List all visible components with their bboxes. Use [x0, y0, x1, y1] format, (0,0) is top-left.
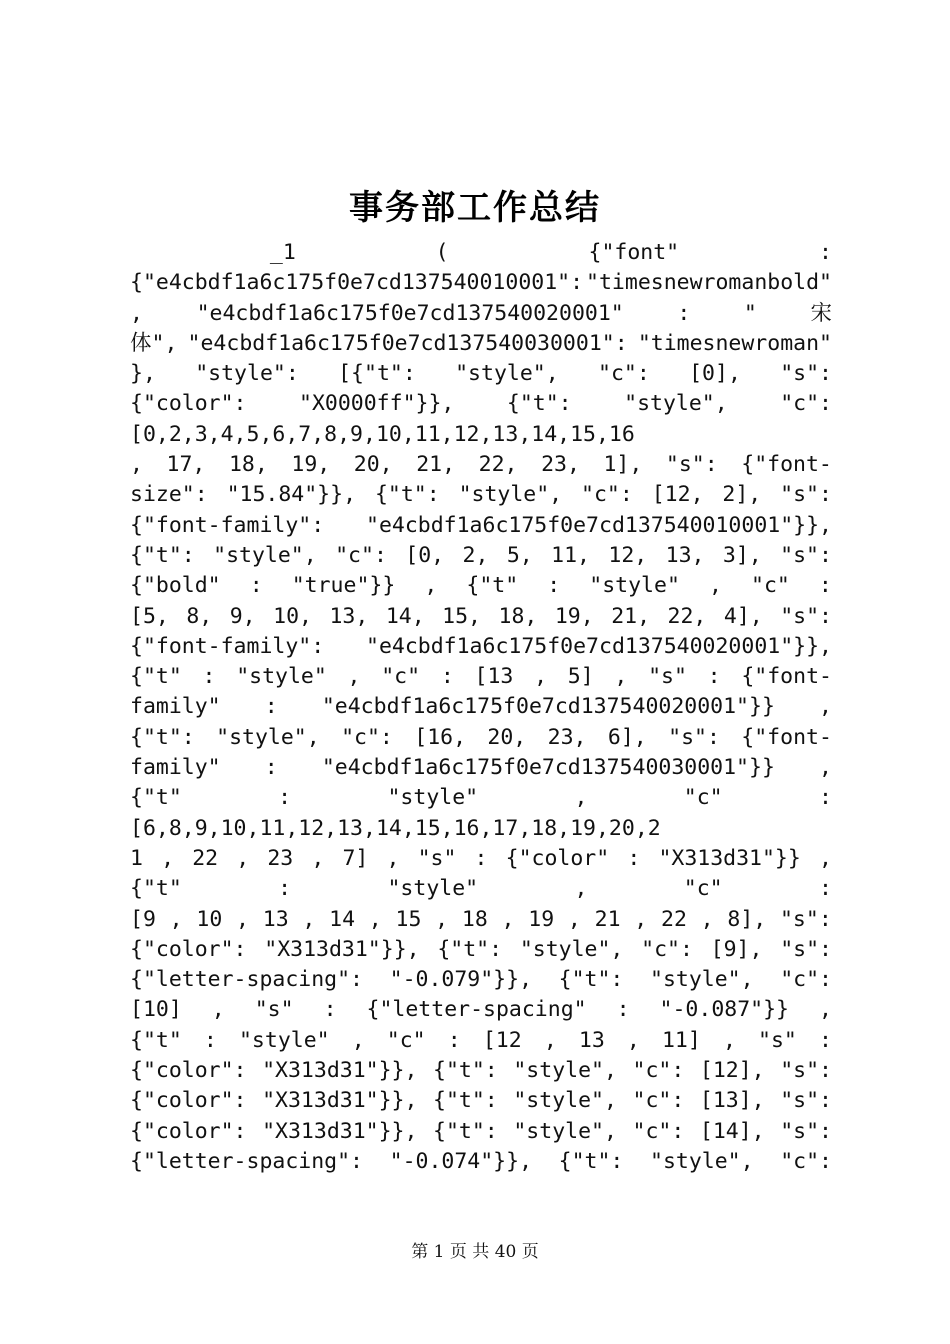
body-line-token: "c" [381, 664, 421, 690]
body-line-token: : [323, 997, 337, 1023]
body-line-token: "style", [458, 482, 563, 508]
body-line [130, 1056, 832, 1086]
body-line [130, 632, 832, 662]
body-line-token: "c": [632, 1058, 685, 1084]
body-line-token: : [707, 664, 721, 690]
body-line-token: 17, [166, 452, 206, 478]
body-line-token: "style", [455, 361, 559, 387]
body-line-token: "true"}} [291, 573, 396, 599]
body-line-token: "e4cbdf1a6c175f0e7cd137540020001"}}, [366, 633, 832, 659]
body-line [130, 753, 832, 783]
body-line-token: : [616, 997, 630, 1023]
body-line [130, 480, 832, 510]
body-line [130, 602, 832, 632]
body-line [130, 662, 832, 692]
body-line-token: "timesnewromanbold" [586, 270, 832, 296]
body-line [130, 420, 832, 450]
body-line-token: 23, [541, 452, 580, 478]
body-line-token: "c": [598, 361, 650, 387]
body-line-token: family" [130, 694, 221, 720]
body-line-token: "s" [648, 664, 687, 690]
body-line-token: {"t": [558, 1148, 624, 1174]
body-line-token: {"font- [741, 452, 832, 478]
body-line-token: "style" [387, 785, 479, 811]
body-line-token: "c": [341, 724, 393, 750]
body-line-token: "style", [650, 967, 754, 993]
body-line-token: 21, [416, 452, 456, 478]
body-line-token: 1], [603, 452, 643, 478]
body-line-token: : [819, 876, 832, 902]
body-line-token: [9], [710, 936, 763, 962]
body-line-token: "e4cbdf1a6c175f0e7cd137540020001"}} [321, 694, 775, 720]
body-line-token: {"bold" [130, 573, 221, 599]
body-line [130, 874, 832, 904]
body-line-token: 22, [478, 452, 518, 478]
body-line-token: : [819, 785, 832, 811]
body-line-token: "X0000ff"}}, [299, 391, 455, 417]
body-line-token: , [819, 997, 832, 1023]
body-line-token: , [386, 845, 400, 871]
body-line-token: "X313d31"}}, [262, 1118, 418, 1144]
body-line-token: {"letter-spacing": [130, 967, 363, 993]
body-line-token: , [819, 694, 832, 720]
body-line-token: , [130, 452, 143, 478]
document-body [130, 238, 832, 1177]
body-line-token: : [819, 1027, 832, 1053]
body-line-token: 5, [506, 542, 533, 568]
page-number-footer: 第 1 页 共 40 页 [411, 1242, 539, 1262]
body-line-token: "style", [213, 542, 317, 568]
body-line-token: "c": [335, 542, 387, 568]
body-line-token: "X313d31"}}, [262, 1088, 418, 1114]
body-line-token: "e4cbdf1a6c175f0e7cd137540030001": [187, 330, 628, 356]
body-line-token: "style" [236, 664, 327, 690]
body-line-token: "e4cbdf1a6c175f0e7cd137540030001"}} [321, 755, 775, 781]
body-line-token: {"font- [741, 724, 832, 750]
body-line [130, 965, 832, 995]
body-line-token: : [202, 664, 216, 690]
body-line-token: : [474, 845, 488, 871]
body-line-token: , [818, 845, 832, 871]
body-line-token: {"letter-spacing": [130, 1148, 363, 1174]
body-line-token: "c": [780, 967, 832, 993]
body-line-token: {"font-family": [130, 633, 325, 659]
body-line-token: "c": [581, 482, 633, 508]
body-line-token: "s": [780, 361, 832, 387]
body-line-token: 5] [567, 664, 594, 690]
body-line-token: "c": [632, 1088, 685, 1114]
body-line [130, 450, 832, 480]
body-line-token: 23, [547, 724, 587, 750]
body-line-token: , [700, 906, 714, 932]
body-line-token: size": [130, 482, 208, 508]
body-line-token: 19 [528, 906, 555, 932]
body-line-token: "s": [780, 1118, 832, 1144]
body-line [130, 329, 832, 359]
body-line-token: 3], [722, 542, 762, 568]
body-line-token: 13 [578, 1027, 605, 1053]
body-line-token: , [722, 1027, 736, 1053]
body-line-token: {"color" [505, 845, 610, 871]
body-line [130, 1147, 832, 1177]
body-line-token: 1 [130, 845, 143, 871]
body-line-token: , [311, 845, 325, 871]
body-line-token: {"t": [506, 391, 572, 417]
body-line-token: 13 [262, 906, 289, 932]
body-line-token: "s": [780, 1058, 832, 1084]
body-line-token: : [819, 240, 832, 265]
body-line [130, 511, 832, 541]
body-line-token: [10] [130, 997, 182, 1023]
body-line-token: "style", [650, 1148, 754, 1174]
body-line-token: 体", [130, 330, 178, 356]
body-line-token: 18, [228, 452, 268, 478]
body-line-token: "-0.079"}}, [389, 967, 533, 993]
body-line [130, 935, 832, 965]
body-line-token: "s" [417, 845, 457, 871]
body-line [130, 541, 832, 571]
body-line-token: 23 [267, 845, 294, 871]
body-line-token: 22 [661, 906, 687, 932]
body-line-token: "style", [216, 724, 320, 750]
body-line-token: 22 [192, 845, 219, 871]
body-line-token: , [435, 906, 449, 932]
body-line-token: , [424, 573, 438, 599]
body-line [130, 844, 832, 874]
body-line-token: {"t": [130, 542, 195, 568]
body-line-token: 14 [329, 906, 356, 932]
body-line-token: "c" [683, 785, 723, 811]
body-line-token: , [347, 664, 361, 690]
body-line-token: 4], [723, 603, 763, 629]
body-line-token: "timesnewroman" [637, 330, 832, 356]
body-line-token: "e4cbdf1a6c175f0e7cd137540020001" [196, 300, 624, 326]
body-line-token: : [278, 876, 292, 902]
body-line [130, 814, 832, 844]
body-line [130, 359, 832, 389]
body-line-token: "X313d31"}}, [264, 936, 420, 962]
body-line-token: {"font- [741, 664, 832, 690]
body-line-token: {"t" [130, 785, 182, 811]
body-line-token: 13, [665, 542, 705, 568]
body-line-token: , [543, 1027, 557, 1053]
body-line-token: , [819, 755, 832, 781]
body-line-token: 18 [461, 906, 488, 932]
body-line-token: "c" [386, 1027, 426, 1053]
body-line-token: 21 [594, 906, 621, 932]
body-line-token: ( [435, 240, 449, 265]
body-line-token: "style", [624, 391, 728, 417]
body-line [130, 783, 832, 813]
body-line-token: _1 [269, 240, 296, 265]
body-line-token: "style", [519, 936, 624, 962]
body-line-token: {"color": [130, 1058, 247, 1084]
body-line-token: [0], [689, 361, 741, 387]
body-line-token: , [161, 845, 175, 871]
body-line-token: , [302, 906, 316, 932]
body-line-token: 10, [273, 603, 312, 629]
body-line-token: "style" [387, 876, 479, 902]
body-line-token: {"font-family": [130, 512, 325, 538]
body-line-token: "15.84"}}, [226, 482, 357, 508]
body-line-token: "style" [238, 1027, 330, 1053]
body-line-token: : [677, 300, 691, 326]
body-line-token: 10 [196, 906, 223, 932]
body-line-token: 11] [661, 1027, 701, 1053]
body-line-token: 20, [353, 452, 393, 478]
body-line-token: "s": [668, 724, 720, 750]
body-line-token: , [614, 664, 628, 690]
body-line-token: 2, [462, 542, 489, 568]
body-line-token: [6,8,9,10,11,12,13,14,15,16,17,18,19,20,2 [130, 815, 661, 841]
body-line-token: , [368, 906, 382, 932]
body-line-token: 宋 [810, 300, 832, 326]
body-line-token: {"t": [433, 1058, 498, 1084]
body-line [130, 723, 832, 753]
body-line-token: [12], [699, 1058, 765, 1084]
body-line-token: : [264, 694, 278, 720]
body-line-token: : [447, 1027, 461, 1053]
body-line-token: "style": [195, 361, 299, 387]
body-line-token: 7] [342, 845, 369, 871]
body-line-token: , [130, 300, 143, 326]
body-line-token: {"color": [130, 1088, 247, 1114]
body-line-token: [0,2,3,4,5,6,7,8,9,10,11,12,13,14,15,16 [130, 421, 635, 447]
body-line-token: family" [130, 755, 221, 781]
body-line-token: "s" [254, 997, 294, 1023]
body-line-token: , [634, 906, 648, 932]
body-line-token: 21, [611, 603, 651, 629]
body-line-token: [0, [405, 542, 445, 568]
body-line-token: 15, [442, 603, 481, 629]
body-line-token: 15 [395, 906, 422, 932]
body-line-token: , [351, 1027, 365, 1053]
body-line-token: , [534, 664, 548, 690]
body-line-token: : [547, 573, 561, 599]
body-line [130, 299, 832, 329]
body-line-token: 20, [487, 724, 527, 750]
body-line-token: {"e4cbdf1a6c175f0e7cd137540010001": [130, 270, 584, 296]
body-line-token: {"t": [130, 724, 195, 750]
body-line-token: " [743, 300, 757, 326]
body-line-token: , [567, 906, 581, 932]
body-line-token: , [169, 906, 183, 932]
body-line [130, 389, 832, 419]
body-line-token: [13 [474, 664, 514, 690]
body-line-token: 13, [329, 603, 369, 629]
body-line-token: 8, [186, 603, 213, 629]
body-line-token: : [249, 573, 263, 599]
body-line-token: "-0.087"}} [659, 997, 789, 1023]
body-line-token: : [627, 845, 641, 871]
body-line-token: "e4cbdf1a6c175f0e7cd137540010001"}}, [366, 512, 832, 538]
body-line [130, 905, 832, 935]
body-line-token: 19, [554, 603, 594, 629]
body-line-token: , [708, 573, 722, 599]
body-line-token: "c" [751, 573, 790, 599]
body-line-token: : [818, 573, 832, 599]
body-line-token: {"t": [374, 482, 440, 508]
body-line-token: 2], [722, 482, 762, 508]
body-line-token: "s": [780, 542, 832, 568]
body-line-token: , [574, 876, 588, 902]
body-line-token: : [278, 785, 292, 811]
body-line-token: [14], [699, 1118, 765, 1144]
body-line-token: , [626, 1027, 640, 1053]
body-line-token: : [264, 755, 278, 781]
body-line-token: {"letter-spacing" [366, 997, 587, 1023]
body-line-token: , [211, 997, 225, 1023]
body-line [130, 268, 832, 298]
body-line-token: {"t": [433, 1118, 498, 1144]
body-line-token: [13], [699, 1088, 765, 1114]
body-line-token: , [501, 906, 515, 932]
body-line-token: [9 [130, 906, 156, 932]
body-line-token: , [236, 845, 250, 871]
body-line [130, 1026, 832, 1056]
body-line [130, 1117, 832, 1147]
body-line-token: "s": [780, 1088, 832, 1114]
body-line-token: {"color": [130, 391, 247, 417]
body-line-token: "style", [513, 1058, 617, 1084]
body-line [130, 1086, 832, 1116]
body-line [130, 238, 832, 268]
body-line [130, 995, 832, 1025]
body-line-token: : [440, 664, 454, 690]
body-line-token: {"t" [130, 664, 182, 690]
body-line-token: 12, [608, 542, 648, 568]
body-line-token: {"t" [130, 1027, 182, 1053]
body-line-token: "c": [780, 391, 832, 417]
body-line-token: "c": [632, 1118, 685, 1144]
body-line-token: "c" [683, 876, 723, 902]
body-line-token: 18, [498, 603, 538, 629]
body-line-token: "-0.074"}}, [389, 1148, 533, 1174]
body-line-token: {"t": [437, 936, 503, 962]
body-line-token: "X313d31"}}, [262, 1058, 418, 1084]
body-line-token: "c": [641, 936, 693, 962]
body-line-token: "s": [779, 906, 832, 932]
body-line-token: {"t" [466, 573, 519, 599]
body-line-token: {"color": [130, 936, 247, 962]
body-line-token: "style" [589, 573, 680, 599]
body-line [130, 571, 832, 601]
body-line-token: [5, [130, 603, 169, 629]
body-line-token: }, [130, 361, 156, 387]
body-line-token: "s": [780, 603, 832, 629]
body-line-token: [12 [482, 1027, 522, 1053]
body-line-token: {"color": [130, 1118, 247, 1144]
body-line-token: {"t": [433, 1088, 498, 1114]
body-line-token: 8], [727, 906, 767, 932]
body-line-token: "s": [665, 452, 718, 478]
body-line-token: "c": [780, 1148, 832, 1174]
body-line-token: 14, [385, 603, 425, 629]
body-line-token: {"font" [588, 240, 680, 265]
body-line-token: "style", [513, 1118, 617, 1144]
body-line-token: 9, [229, 603, 256, 629]
body-line-token: 19, [291, 452, 331, 478]
body-line-token: "s": [780, 936, 832, 962]
body-line-token: {"t" [130, 876, 182, 902]
body-line-token: [{"t": [338, 361, 416, 387]
body-line-token: [12, [651, 482, 704, 508]
body-line-token: : [203, 1027, 217, 1053]
body-line-token: "style", [513, 1088, 617, 1114]
body-line-token: "s": [780, 482, 832, 508]
body-line-token: "X313d31"}} [658, 845, 801, 871]
body-line-token: "s" [758, 1027, 797, 1053]
body-line-token: , [574, 785, 588, 811]
body-line-token: 11, [551, 542, 590, 568]
body-line-token: [16, [414, 724, 467, 750]
body-line-token: 22, [667, 603, 707, 629]
body-line-token: {"t": [558, 967, 624, 993]
body-line-token: , [236, 906, 249, 932]
document-title: 事务部工作总结 [349, 188, 601, 228]
body-line-token: 6], [607, 724, 647, 750]
body-line [130, 692, 832, 722]
